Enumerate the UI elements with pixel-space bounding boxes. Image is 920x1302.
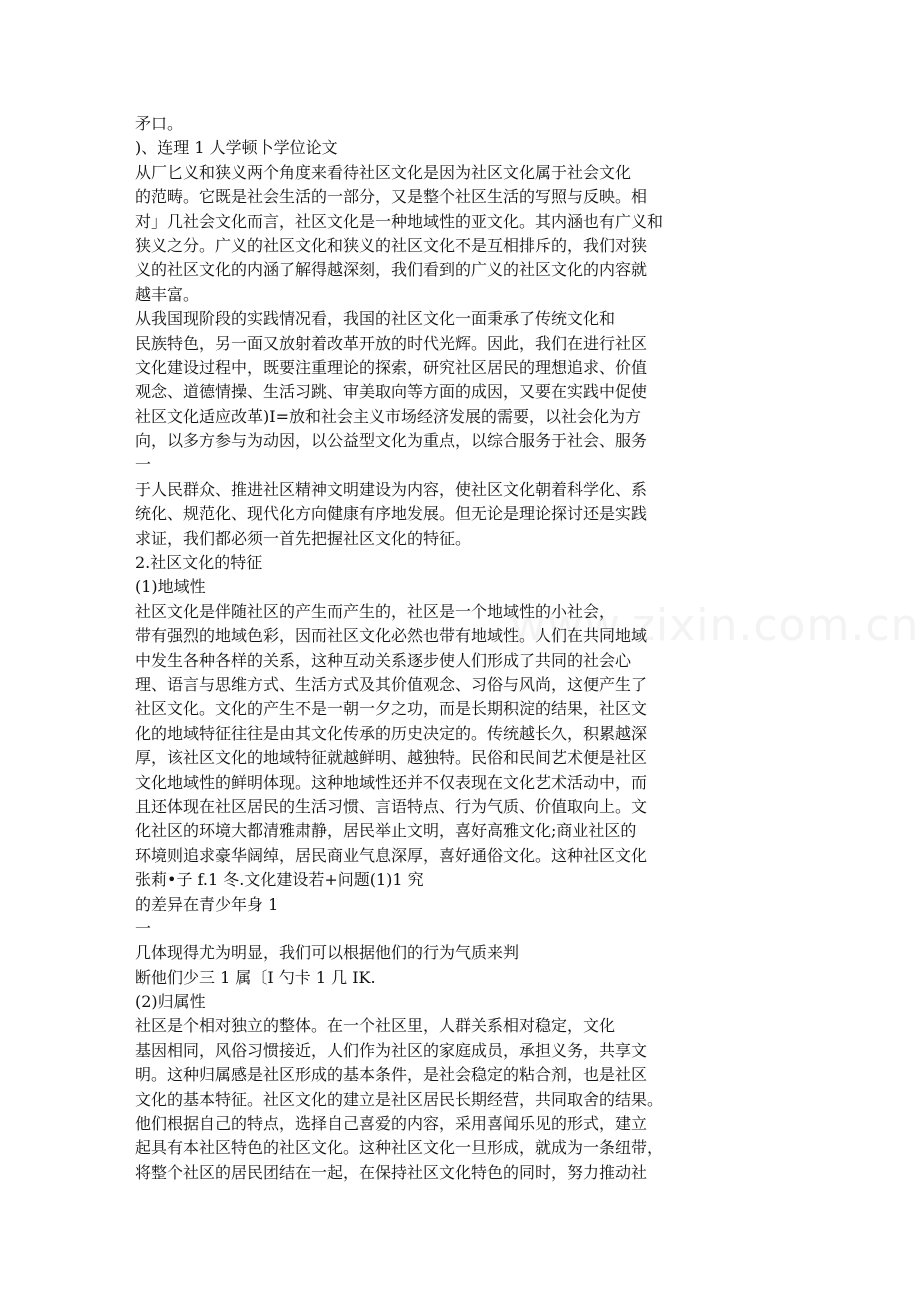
document-body <box>135 112 695 1185</box>
text-line: 张莉•子 f.1 冬.文化建设若+问题(1)1 究 <box>135 870 424 890</box>
text-line: (1)地域性 <box>135 577 206 597</box>
text-line: 文化地域性的鲜明体现。这种地域性还并不仅表现在文化艺术活动中，而 <box>135 772 648 792</box>
text-line: 对」几社会文化而言，社区文化是一种地域性的亚文化。其内涵也有广义和 <box>135 211 664 231</box>
text-line: 社区文化是伴随社区的产生而产生的，社区是一个地域性的小社会， <box>135 601 616 621</box>
text-line: 环境则追求豪华阔绰，居民商业气息深厚，喜好通俗文化。这种社区文化 <box>135 845 648 865</box>
text-line: 起具有本社区特色的社区文化。这种社区文化一旦形成，就成为一条纽带， <box>135 1138 664 1158</box>
text-line: 狭义之分。广义的社区文化和狭义的社区文化不是互相排斥的，我们对狭 <box>135 235 648 255</box>
text-line: 从厂匕义和狭义两个角度来看待社区文化是因为社区文化属于社会文化 <box>135 162 632 182</box>
text-line: 2.社区文化的特征 <box>135 553 263 573</box>
text-line: 一 <box>135 455 152 475</box>
text-line: 社区是个相对独立的整体。在一个社区里，人群关系相对稳定，文化 <box>135 1016 616 1036</box>
text-line: 化社区的环境大都清雅肃静，居民举止文明，喜好高雅文化;商业社区的 <box>135 821 637 841</box>
text-line: 社区文化适应改革)I=放和社会主义市场经济发展的需要，以社会化为方 <box>135 406 641 426</box>
text-line: 越丰富。 <box>135 284 200 304</box>
text-line: 矛口。 <box>135 114 184 133</box>
text-line: 的范畴。它既是社会生活的一部分，又是整个社区生活的写照与反映。相 <box>135 187 648 207</box>
watermark: www.zixin.com.cn <box>510 600 920 651</box>
text-line: 义的社区文化的内涵了解得越深刻，我们看到的广义的社区文化的内容就 <box>135 260 648 280</box>
text-line: 文化建设过程中，既要注重理论的探索，研究社区居民的理想追求、价值 <box>135 357 648 377</box>
text-line: 明。这种归属感是社区形成的基本条件，是社会稳定的粘合剂，也是社区 <box>135 1065 648 1085</box>
text-line: 理、语言与思维方式、生活方式及其价值观念、习俗与风尚，这便产生了 <box>135 674 648 694</box>
text-line: 从我国现阶段的实践情况看，我国的社区文化一面秉承了传统文化和 <box>135 309 616 329</box>
text-line: 于人民群众、推进社区精神文明建设为内容，使社区文化朝着科学化、系 <box>135 479 648 499</box>
text-line: (2)归属性 <box>135 992 206 1012</box>
text-line: 断他们少三 1 属〔I 勺卡 1 几 IK. <box>135 967 376 987</box>
text-line: 他们根据自己的特点，选择自己喜爱的内容，采用喜闻乐见的形式，建立 <box>135 1114 648 1134</box>
text-line: 民族特色，另一面又放射着改革开放的时代光辉。因此，我们在进行社区 <box>135 333 648 353</box>
text-line: 厚，该社区文化的地域特征就越鲜明、越独特。民俗和民间艺术便是社区 <box>135 748 648 768</box>
text-line: 观念、道德情操、生活习跳、审美取向等方面的成因，又要在实践中促使 <box>135 382 648 402</box>
text-line: 基因相同，风俗习惯接近，人们作为社区的家庭成员，承担义务，共享文 <box>135 1040 648 1060</box>
text-line: 中发生各种各样的关系，这种互动关系逐步使人们形成了共同的社会心 <box>135 650 632 670</box>
text-line: 文化的基本特征。社区文化的建立是社区居民长期经营，共同取舍的结果。 <box>135 1089 664 1109</box>
text-line: 带有强烈的地域色彩，因而社区文化必然也带有地域性。人们在共同地域 <box>135 626 648 646</box>
text-line: 的差异在青少年身 1 <box>135 894 279 914</box>
text-line: 几体现得尤为明显，我们可以根据他们的行为气质来判 <box>135 943 520 963</box>
text-line: 一 <box>135 918 152 938</box>
text-line: 化的地域特征往往是由其文化传承的历史决定的。传统越长久，积累越深 <box>135 723 648 743</box>
text-line: 向，以多方参与为动因，以公益型文化为重点，以综合服务于社会、服务 <box>135 431 648 451</box>
text-line: 且还体现在社区居民的生活习惯、言语特点、行为气质、价值取向上。文 <box>135 796 648 816</box>
text-line: 社区文化。文化的产生不是一朝一夕之功，而是长期积淀的结果，社区文 <box>135 699 648 719</box>
text-line: 求证，我们都必须一首先把握社区文化的特征。 <box>135 528 472 548</box>
text-line: 统化、规范化、现代化方向健康有序地发展。但无论是理论探讨还是实践 <box>135 504 648 524</box>
text-line: )、连理 1 人学顿卜学位论文 <box>135 138 338 158</box>
text-line: 将整个社区的居民团结在一起，在保持社区文化特色的同时，努力推动社 <box>135 1162 648 1182</box>
